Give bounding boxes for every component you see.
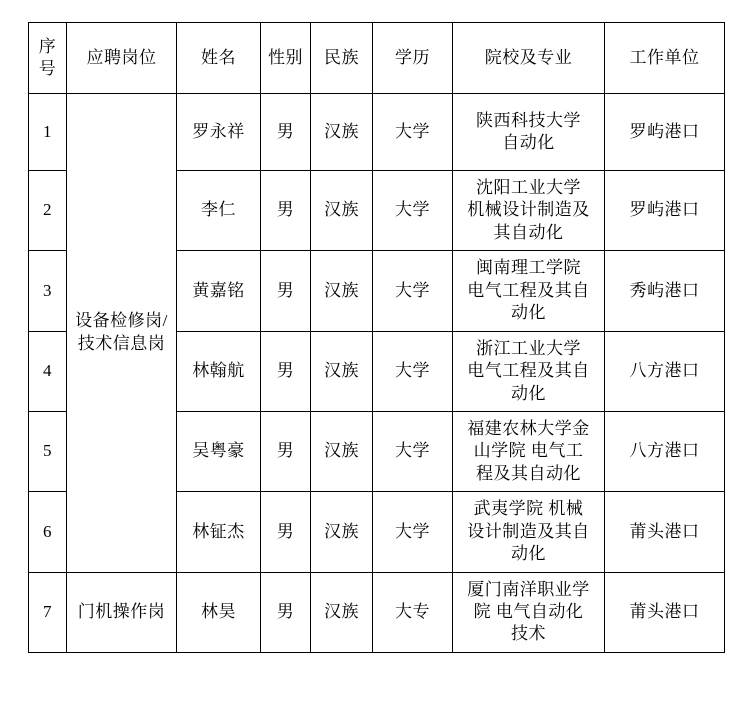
cell-seq: 6	[29, 492, 67, 572]
cell-work-unit: 罗屿港口	[605, 171, 725, 251]
cell-gender: 男	[261, 492, 311, 572]
cell-gender: 男	[261, 331, 311, 411]
cell-ethnicity: 汉族	[311, 331, 373, 411]
position-line-2: 技术信息岗	[77, 333, 166, 353]
cell-seq: 3	[29, 251, 67, 331]
school-line-3: 技术	[511, 624, 546, 644]
cell-seq: 5	[29, 411, 67, 491]
column-header-name: 姓名	[177, 23, 261, 94]
cell-seq: 4	[29, 331, 67, 411]
document-page	[0, 22, 752, 717]
position-line-1: 设备检修岗/	[75, 311, 168, 331]
column-header-education: 学历	[373, 23, 453, 94]
cell-name: 林钲杰	[177, 492, 261, 572]
cell-name: 罗永祥	[177, 94, 261, 171]
cell-work-unit: 罗屿港口	[605, 94, 725, 171]
school-line-1: 闽南理工学院	[476, 258, 581, 278]
cell-name: 吴粤豪	[177, 411, 261, 491]
school-line-2: 自动化	[502, 133, 555, 152]
school-line-3: 程及其自动化	[476, 463, 581, 483]
school-line-2: 电气工程及其自	[467, 280, 590, 300]
cell-work-unit: 莆头港口	[605, 492, 725, 572]
school-line-2: 设计制造及其自	[467, 521, 590, 541]
cell-seq: 1	[29, 94, 67, 171]
school-line-2: 机械设计制造及	[467, 200, 590, 220]
applicant-roster-table	[28, 22, 725, 653]
school-line-3: 动化	[511, 303, 546, 323]
cell-ethnicity: 汉族	[311, 572, 373, 652]
column-header-school-major: 院校及专业	[453, 23, 605, 94]
cell-school-major	[453, 492, 605, 572]
school-line-3: 动化	[511, 383, 546, 403]
cell-name: 林翰航	[177, 331, 261, 411]
school-line-3: 动化	[511, 544, 546, 564]
cell-education: 大学	[373, 331, 453, 411]
column-header-ethnicity: 民族	[311, 23, 373, 94]
cell-position: 门机操作岗	[67, 572, 177, 652]
cell-school-major	[453, 411, 605, 491]
school-line-2: 山学院 电气工	[473, 441, 584, 461]
cell-education: 大学	[373, 492, 453, 572]
column-header-seq: 序号	[29, 23, 67, 94]
column-header-work-unit: 工作单位	[605, 23, 725, 94]
cell-school-major	[453, 251, 605, 331]
cell-education: 大学	[373, 411, 453, 491]
cell-gender: 男	[261, 572, 311, 652]
cell-gender: 男	[261, 94, 311, 171]
cell-gender: 男	[261, 171, 311, 251]
cell-ethnicity: 汉族	[311, 94, 373, 171]
cell-seq: 7	[29, 572, 67, 652]
cell-education: 大学	[373, 94, 453, 171]
school-line-1: 武夷学院 机械	[473, 499, 584, 519]
table-row	[29, 572, 725, 652]
cell-name: 黄嘉铭	[177, 251, 261, 331]
school-line-1: 陕西科技大学	[476, 110, 581, 130]
school-line-1: 福建农林大学金	[467, 418, 590, 438]
table-row	[29, 94, 725, 171]
cell-seq: 2	[29, 171, 67, 251]
cell-name: 李仁	[177, 171, 261, 251]
cell-education: 大学	[373, 251, 453, 331]
cell-ethnicity: 汉族	[311, 411, 373, 491]
school-line-1: 厦门南洋职业学	[467, 579, 590, 599]
cell-school-major	[453, 94, 605, 171]
column-header-gender: 性别	[261, 23, 311, 94]
cell-ethnicity: 汉族	[311, 171, 373, 251]
cell-school-major	[453, 331, 605, 411]
cell-gender: 男	[261, 411, 311, 491]
school-line-2: 电气工程及其自	[467, 361, 590, 381]
column-header-position: 应聘岗位	[67, 23, 177, 94]
cell-education: 大学	[373, 171, 453, 251]
school-line-1: 沈阳工业大学	[476, 178, 581, 197]
cell-gender: 男	[261, 251, 311, 331]
school-line-3: 其自动化	[493, 222, 564, 242]
table-header-row	[29, 23, 725, 94]
cell-school-major	[453, 572, 605, 652]
cell-work-unit: 八方港口	[605, 331, 725, 411]
cell-position-group	[67, 94, 177, 573]
cell-name: 林昊	[177, 572, 261, 652]
school-line-2: 院 电气自动化	[473, 602, 584, 621]
school-line-1: 浙江工业大学	[476, 338, 581, 358]
cell-ethnicity: 汉族	[311, 492, 373, 572]
cell-ethnicity: 汉族	[311, 251, 373, 331]
cell-work-unit: 八方港口	[605, 411, 725, 491]
cell-work-unit: 莆头港口	[605, 572, 725, 652]
cell-school-major	[453, 171, 605, 251]
cell-work-unit: 秀屿港口	[605, 251, 725, 331]
cell-education: 大专	[373, 572, 453, 652]
